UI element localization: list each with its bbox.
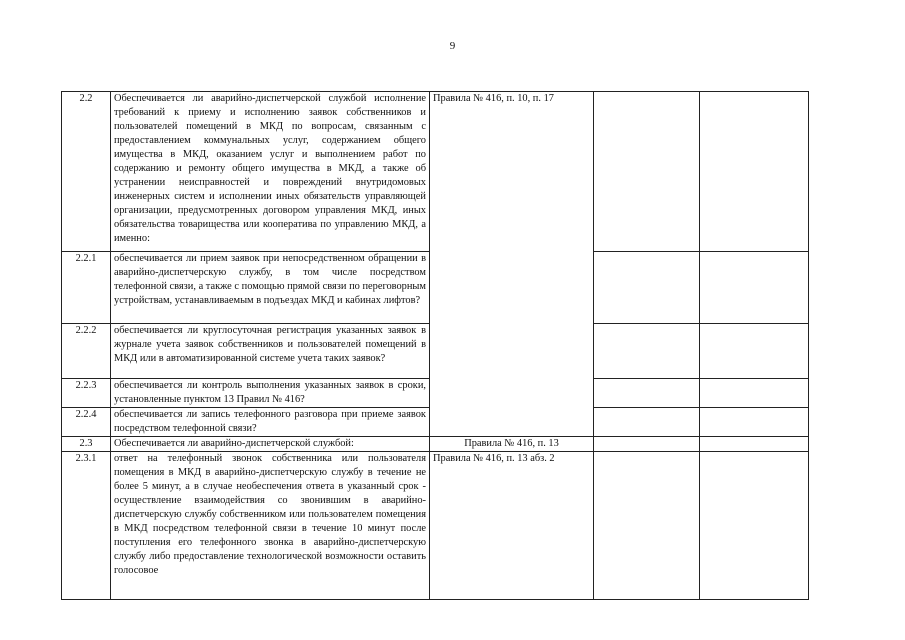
item-number: 2.2.4 xyxy=(62,408,111,437)
legal-reference: Правила № 416, п. 10, п. 17 xyxy=(430,92,594,437)
answer-cell xyxy=(594,252,700,324)
checklist-table xyxy=(61,91,809,600)
note-cell xyxy=(700,252,809,324)
note-cell xyxy=(700,324,809,379)
item-text: обеспечивается ли запись телефонного разговора при приеме заявок посредством телефонной связи? xyxy=(111,408,430,437)
answer-cell xyxy=(594,324,700,379)
item-text: ответ на телефонный звонок собственника или пользователя помещения в МКД в аварийно-диспетчерскую службу в течение не более 5 минут, а в случае необеспечения ответа в указанный срок - осуществление взаимодействия со звонившим в аварийно-диспетчерскую службу собственником или пользователем помещения в МКД посредством телефонной связи в течение 10 минут после поступления его телефонного звонка в аварийно-диспетчерскую службу либо предоставление технологической возможности оставить голосовое xyxy=(114,453,426,576)
answer-cell xyxy=(594,379,700,408)
note-cell xyxy=(700,437,809,452)
note-cell xyxy=(700,379,809,408)
answer-cell xyxy=(594,437,700,452)
note-cell xyxy=(700,408,809,437)
item-text: обеспечивается ли контроль выполнения указанных заявок в сроки, установленные пунктом 13 Правил № 416? xyxy=(111,379,430,408)
table-row xyxy=(62,452,809,600)
item-number: 2.2 xyxy=(62,92,111,252)
item-number: 2.2.2 xyxy=(62,324,111,379)
item-text: обеспечивается ли круглосуточная регистрация указанных заявок в журнале учета заявок собственников и пользователей помещений в МКД или в автоматизированной системе учета таких заявок? xyxy=(111,324,430,379)
note-cell xyxy=(700,452,809,600)
item-text-cell xyxy=(111,452,430,600)
answer-cell xyxy=(594,92,700,252)
item-text: Обеспечивается ли аварийно-диспетчерской службой исполнение требований к приему и исполнению заявок собственников и пользователей помещений в МКД по вопросам, связанным с предоставлением коммунальных услуг, содержанием общего имущества в МКД, оказанием услуг и выполнением работ по содержанию и ремонту общего имущества в МКД, а также об устранении неисправностей и повреждений внутридомовых инженерных систем и исполнении иных обязательств управляющей организации, предусмотренных договором управления МКД, иных обязательства товарищества или кооператива по управлению МКД, а именно: xyxy=(111,92,430,252)
legal-reference: Правила № 416, п. 13 абз. 2 xyxy=(430,452,594,600)
item-text: обеспечивается ли прием заявок при непосредственном обращении в аварийно-диспетчерскую службу, в том числе посредством телефонной связи, а также с помощью прямой связи по переговорным устройствам, устанавливаемым в подъездах МКД и кабинах лифтов? xyxy=(111,252,430,324)
table-row xyxy=(62,92,809,252)
item-number: 2.3 xyxy=(62,437,111,452)
table-row xyxy=(62,437,809,452)
answer-cell xyxy=(594,452,700,600)
item-number: 2.3.1 xyxy=(62,452,111,600)
page-number: 9 xyxy=(449,40,456,52)
item-text: Обеспечивается ли аварийно-диспетчерской службой: xyxy=(111,437,430,452)
note-cell xyxy=(700,92,809,252)
legal-reference: Правила № 416, п. 13 xyxy=(430,437,594,452)
answer-cell xyxy=(594,408,700,437)
item-number: 2.2.1 xyxy=(62,252,111,324)
item-number: 2.2.3 xyxy=(62,379,111,408)
